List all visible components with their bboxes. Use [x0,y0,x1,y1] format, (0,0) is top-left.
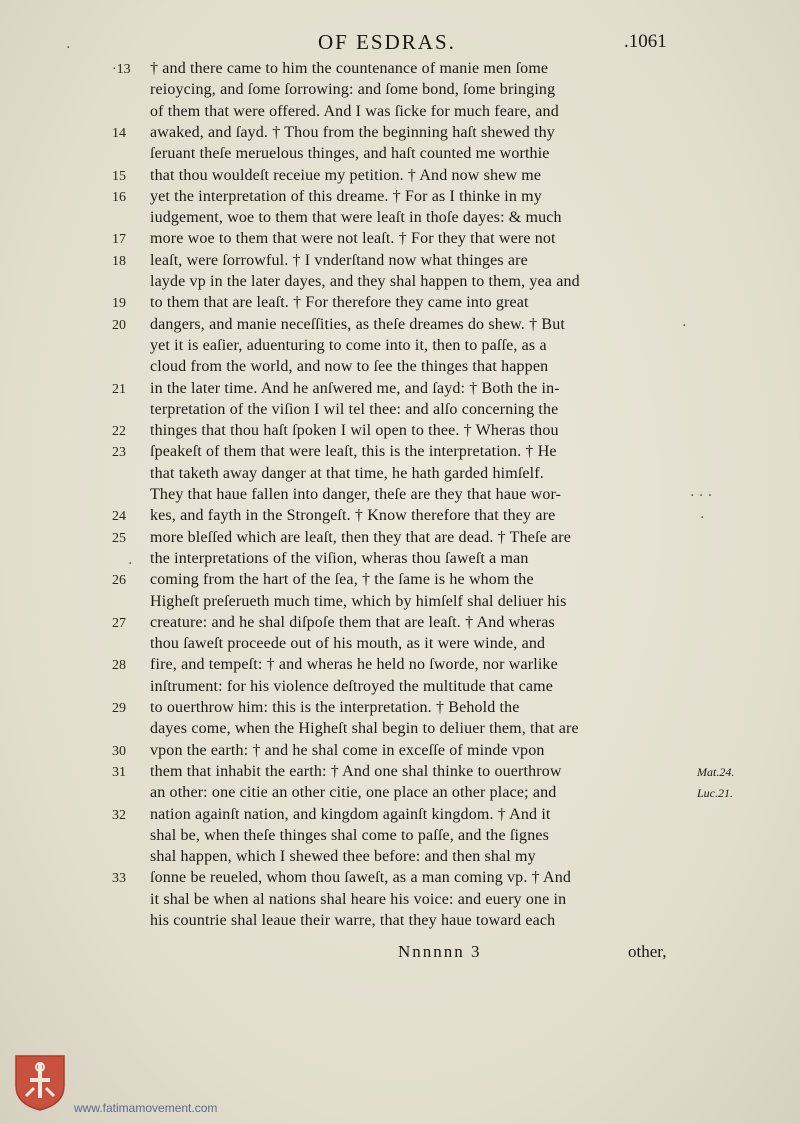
catchword: other, [628,942,667,961]
signature-mark: Nnnnnn 3 [398,942,482,961]
text-line [0,101,800,122]
line-text: more woe to them that were not leaſt. † For they that were not [150,230,556,248]
line-text: his countrie shal leaue their warre, that they haue toward each [150,912,556,929]
line-text: layde vp in the later dayes, and they shal happen to them, yea and [150,273,580,290]
verse-number: 14 [112,125,126,141]
verse-number: 22 [112,424,126,440]
text-line [0,718,800,739]
text-line [0,654,800,675]
text-line [0,527,800,548]
line-text: yet it is eaſier, aduenturing to come into it, then to paſſe, as a [150,336,547,354]
verse-number: 20 [112,317,126,333]
verse-number: 30 [112,743,126,759]
text-line [0,761,800,782]
text-line [0,740,800,761]
coat-of-arms-logo [12,1052,68,1112]
margin-dot: · [682,318,687,334]
text-line [0,591,800,612]
text-line [0,782,800,803]
line-text: the interpretations of the viſion, wheras thou ſaweſt a man [150,549,529,567]
line-text: reioycing, and ſome ſorrowing: and ſome bond, ſome bringing [150,81,556,99]
text-line [0,612,800,633]
line-text: fire, and tempeſt: † and wheras he held no ſworde, nor warlike [150,656,558,674]
margin-dot: · [128,556,133,572]
line-text: them that inhabit the earth: † And one shal thinke to ouerthrow [150,762,562,780]
line-text: nation againſt nation, and kingdom againſt kingdom. † And it [150,805,551,823]
text-line [0,889,800,910]
line-text: iudgement, woe to them that were leaſt in thoſe dayes: & much [150,209,562,227]
text-line [0,825,800,846]
text-line [0,122,800,143]
line-text: cloud from the world, and now to ſee the thinges that happen [150,358,549,376]
line-text: thou ſaweſt proceede out of his mouth, as it were winde, and [150,635,546,653]
text-line [0,420,800,441]
text-line [0,569,800,590]
line-text: an other: one citie an other citie, one place an other place; and [150,784,557,802]
line-text: ſeruant theſe meruelous thinges, and haſt counted me worthie [150,145,550,163]
text-line [0,463,800,484]
line-text: more bleſſed which are leaſt, then they that are dead. † Theſe are [150,528,571,546]
line-text: shal be, when theſe thinges shal come to paſſe, and the ſignes [150,826,549,844]
text-line [0,228,800,249]
line-text: that taketh away danger at that time, he hath garded himſelf. [150,464,544,482]
page-header [0,30,800,60]
line-text: † and there came to him the countenance of manie men ſome [150,60,549,77]
text-line [0,548,800,569]
verse-number: 27 [112,615,126,631]
text-line [0,399,800,420]
text-line [0,79,800,100]
line-text: They that haue fallen into danger, theſe are they that haue wor- [150,486,562,503]
line-text: dayes come, when the Higheſt shal begin to deliuer them, that are [150,720,579,738]
line-text: awaked, and ſayd. † Thou from the beginning haſt shewed thy [150,123,555,141]
verse-number: 21 [112,381,126,397]
line-text: inſtrument: for his violence deſtroyed the multitude that came [150,677,553,695]
page-number: .1061 [624,31,667,52]
text-line [0,292,800,313]
line-text: dangers, and manie neceſſities, as theſe dreames do shew. † But [150,315,565,333]
line-text: shal happen, which I shewed thee before: and then shal my [150,848,536,866]
text-line [0,846,800,867]
line-text: to ouerthrow him: this is the interpretation. † Behold the [150,699,520,716]
text-line [0,271,800,292]
text-line [0,676,800,697]
margin-dot: · [700,510,705,526]
line-text: it shal be when al nations shal heare his voice: and euery one in [150,890,567,908]
line-text: in the later time. And he anſwered me, and ſayd: † Both the in- [150,379,560,397]
text-line [0,143,800,164]
margin-dot: · · · [690,488,713,504]
verse-number: 32 [112,807,126,823]
line-text: vpon the earth: † and he shal come in exceſſe of minde vpon [150,741,545,759]
verse-number: 19 [112,296,126,312]
verse-number: 26 [112,573,126,589]
text-line [0,633,800,654]
verse-number: 33 [112,871,126,887]
verse-number: 23 [112,445,126,461]
line-text: terpretation of the viſion I wil tel thee: and alſo concerning the [150,400,559,418]
line-text: kes, and fayth in the Strongeſt. † Know therefore that they are [150,507,556,525]
line-text: thinges that thou haſt ſpoken I wil open to thee. † Wheras thou [150,422,559,440]
line-text: yet the interpretation of this dreame. † For as I thinke in my [150,187,542,205]
line-text: leaſt, were ſorrowful. † I vnderſtand now what thinges are [150,251,528,269]
text-line [0,58,800,79]
running-title: OF ESDRAS. [318,30,456,54]
margin-dot: · [66,40,71,56]
verse-number: 18 [112,253,126,269]
watermark-url: www.fatimamovement.com [74,1101,218,1115]
line-text: to them that are leaſt. † For therefore they came into great [150,294,529,312]
text-line [0,867,800,888]
verse-number: 31 [112,764,126,780]
line-text: Higheſt preſerueth much time, which by himſelf shal deliuer his [150,592,567,610]
margin-reference-note: Mat.24. [697,764,735,779]
text-line [0,335,800,356]
verse-number: 16 [112,189,126,205]
text-line [0,697,800,718]
text-line [0,207,800,228]
verse-number: 25 [112,530,126,546]
verse-number: 24 [112,509,126,525]
text-line [0,165,800,186]
text-line [0,186,800,207]
line-text: ſpeakeſt of them that were leaſt, this is the interpretation. † He [150,443,557,461]
verse-number: ·13 [112,62,131,77]
text-line [0,910,800,931]
text-line [0,441,800,462]
text-line [0,314,800,335]
text-line [0,505,800,526]
verse-number: 17 [112,232,126,248]
line-text: ſonne be reueled, whom thou ſaweſt, as a man coming vp. † And [150,869,572,887]
text-line [0,250,800,271]
verse-number: 15 [112,168,126,184]
line-text: coming from the hart of the ſea, † the ſame is he whom the [150,571,534,589]
line-text: that thou wouldeſt receiue my petition. † And now shew me [150,166,542,184]
text-line [0,804,800,825]
text-line [0,484,800,505]
line-text: of them that were offered. And I was ſicke for much feare, and [150,102,559,120]
margin-reference-note: Luc.21. [697,786,733,801]
text-line [0,356,800,377]
text-line [0,378,800,399]
line-text: creature: and he shal diſpoſe them that are leaſt. † And wheras [150,613,555,631]
verse-number: 28 [112,658,126,674]
verse-number: 29 [112,701,126,716]
